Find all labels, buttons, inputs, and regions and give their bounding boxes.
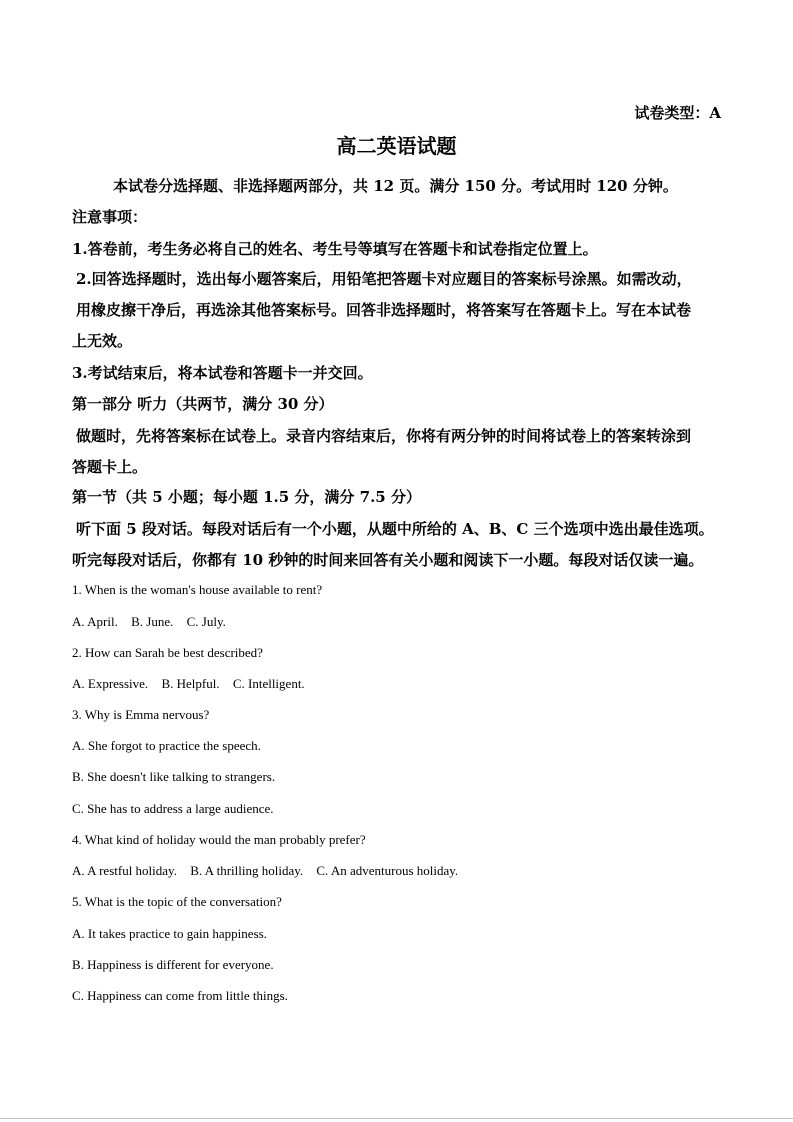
note-2-line-3: 上无效。 — [72, 332, 133, 350]
page-bottom-rule — [0, 1118, 793, 1119]
option-a: A. Expressive. — [72, 676, 149, 691]
question-5-option-a: A. It takes practice to gain happiness. — [72, 926, 267, 941]
page-title: 高二英语试题 — [336, 134, 457, 158]
note-1: 1.答卷前，考生务必将自己的姓名、考生号等填写在答题卡和试卷指定位置上。 — [72, 240, 598, 258]
option-a: A. April. — [72, 614, 118, 629]
question-3-stem: 3. Why is Emma nervous? — [72, 707, 210, 722]
question-3-option-a: A. She forgot to practice the speech. — [72, 738, 261, 753]
question-2-options — [72, 676, 793, 692]
note-3: 3.考试结束后，将本试卷和答题卡一并交回。 — [72, 364, 373, 382]
part1-instr-line-1: 做题时，先将答案标在试卷上。录音内容结束后，你将有两分钟的时间将试卷上的答案转涂到 — [76, 427, 692, 445]
note-2-line-1: 2.回答选择题时，选出每小题答案后，用铅笔把答题卡对应题目的答案标号涂黑。如需改动， — [76, 270, 692, 288]
question-1-stem: 1. When is the woman's house available to rent? — [72, 582, 323, 597]
option-a: A. A restful holiday. — [72, 863, 177, 878]
option-c: C. July. — [186, 614, 226, 629]
option-b: B. June. — [131, 614, 174, 629]
part1-instr-line-2: 答题卡上。 — [72, 458, 148, 476]
question-4-stem: 4. What kind of holiday would the man probably prefer? — [72, 832, 366, 847]
part1-heading: 第一部分 听力（共两节，满分 30 分） — [72, 395, 334, 413]
question-5-stem: 5. What is the topic of the conversation? — [72, 894, 282, 909]
question-3-option-b: B. She doesn't like talking to strangers. — [72, 769, 276, 784]
option-c: C. An adventurous holiday. — [316, 863, 459, 878]
section1-heading: 第一节（共 5 小题；每小题 1.5 分，满分 7.5 分） — [72, 488, 421, 506]
paper-type-label: 试卷类型：A — [634, 104, 721, 122]
question-1-options — [72, 614, 793, 630]
question-4-options — [72, 863, 793, 879]
option-b: B. Helpful. — [161, 676, 220, 691]
notes-heading: 注意事项： — [72, 208, 148, 226]
question-3-option-c: C. She has to address a large audience. — [72, 801, 274, 816]
section1-instr-line-2: 听完每段对话后，你都有 10 秒钟的时间来回答有关小题和阅读下一小题。每段对话仅读一遍。 — [72, 551, 704, 569]
question-2-stem: 2. How can Sarah be best described? — [72, 645, 263, 660]
option-b: B. A thrilling holiday. — [190, 863, 304, 878]
option-c: C. Intelligent. — [232, 676, 305, 691]
question-5-option-c: C. Happiness can come from little things. — [72, 988, 288, 1003]
intro-text: 本试卷分选择题、非选择题两部分，共 12 页。满分 150 分。考试用时 120 分钟。 — [113, 177, 678, 195]
section1-instr-line-1: 听下面 5 段对话。每段对话后有一个小题，从题中所给的 A、B、C 三个选项中选出最佳选项。 — [76, 520, 714, 538]
question-5-option-b: B. Happiness is different for everyone. — [72, 957, 274, 972]
note-2-line-2: 用橡皮擦干净后，再选涂其他答案标号。回答非选择题时，将答案写在答题卡上。写在本试卷 — [76, 301, 692, 319]
